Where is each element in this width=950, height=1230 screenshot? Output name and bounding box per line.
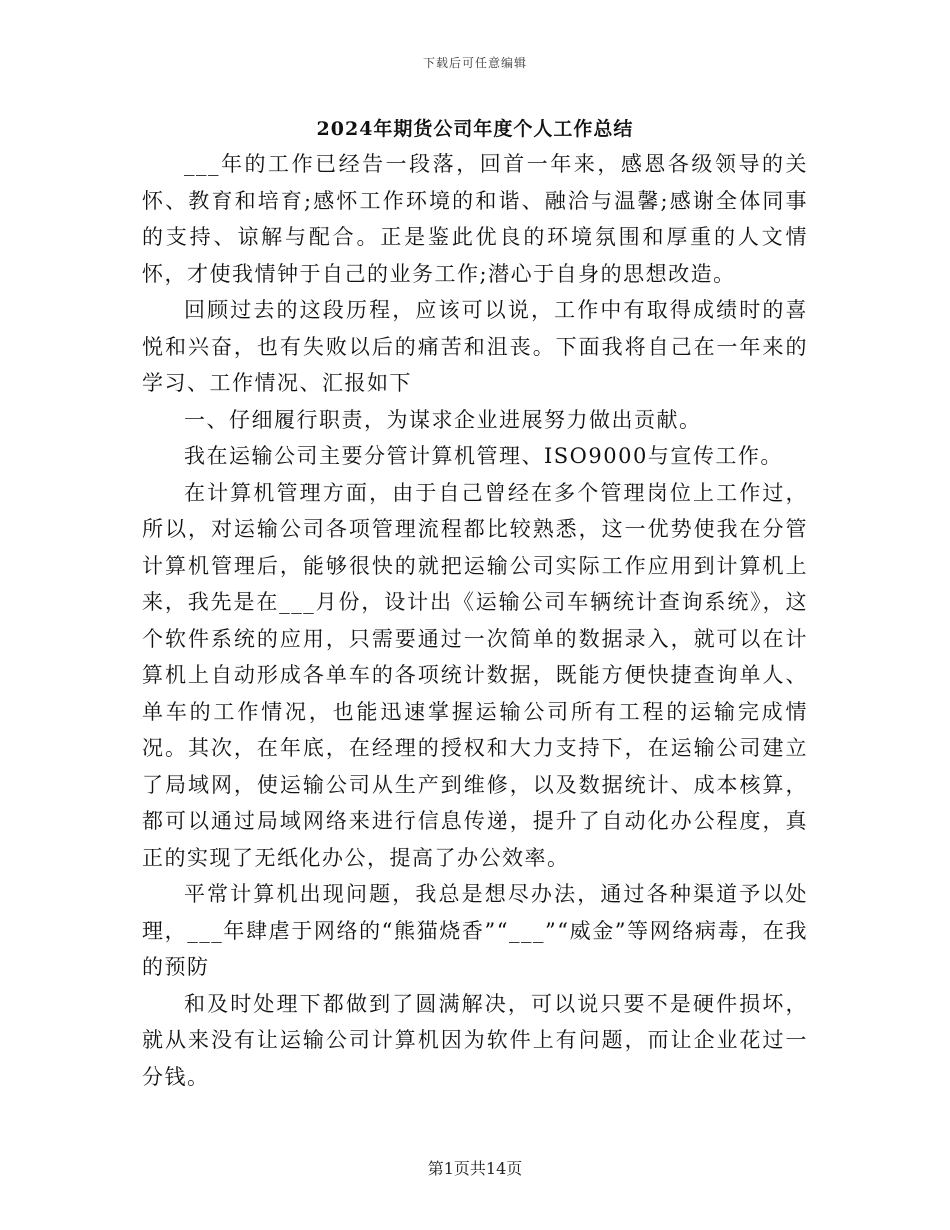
paragraph-3: 一、仔细履行职责，为谋求企业进展努力做出贡献。 — [184, 407, 702, 432]
paragraph-6: 平常计算机出现问题，我总是想尽办法，通过各种渠道予以处理，___年肆虐于网络的“熊猫烧香”“___”“威金”等网络病毒，在我的预防 — [142, 882, 808, 979]
paragraph-1: ___年的工作已经告一段落，回首一年来，感恩各级领导的关怀、教育和培育;感怀工作环境的和谐、融洽与温馨;感谢全体同事的支持、谅解与配合。正是鉴此优良的环境氛围和厚重的人文情怀，才使我情钟于自己的业务工作;潜心于自身的思想改造。 — [142, 152, 808, 286]
paragraph-5: 在计算机管理方面，由于自己曾经在多个管理岗位上工作过，所以，对运输公司各项管理流程都比较熟悉，这一优势使我在分管计算机管理后，能够很快的就把运输公司实际工作应用到计算机上来，我先是在___月份，设计出《运输公司车辆统计查询系统》，这个软件系统的应用，只需要通过一次简单的数据录入，就可以在计算机上自动形成各单车的各项统计数据，既能方便快捷查询单人、单车的工作情况，也能迅速掌握运输公司所有工程的运输完成情况。其次，在年底，在经理的授权和大力支持下，在运输公司建立了局域网，使运输公司从生产到维修，以及数据统计、成本核算，都可以通过局域网络来进行信息传递，提升了自动化办公程度，真正的实现了无纸化办公，提高了办公效率。 — [142, 480, 808, 870]
header-note: 下载后可任意编辑 — [422, 56, 527, 70]
paragraph-2: 回顾过去的这段历程，应该可以说，工作中有取得成绩时的喜悦和兴奋，也有失败以后的痛苦和沮丧。下面我将自己在一年来的学习、工作情况、汇报如下 — [142, 298, 808, 395]
document-body — [142, 146, 808, 1095]
page-footer: 第1页共14页 — [427, 1159, 523, 1178]
document-title: 2024年期货公司年度个人工作总结 — [316, 118, 634, 140]
paragraph-7: 和及时处理下都做到了圆满解决，可以说只要不是硬件损坏，就从来没有让运输公司计算机因为软件上有问题，而让企业花过一分钱。 — [142, 991, 808, 1089]
paragraph-4: 我在运输公司主要分管计算机管理、ISO9000与宣传工作。 — [184, 444, 783, 468]
